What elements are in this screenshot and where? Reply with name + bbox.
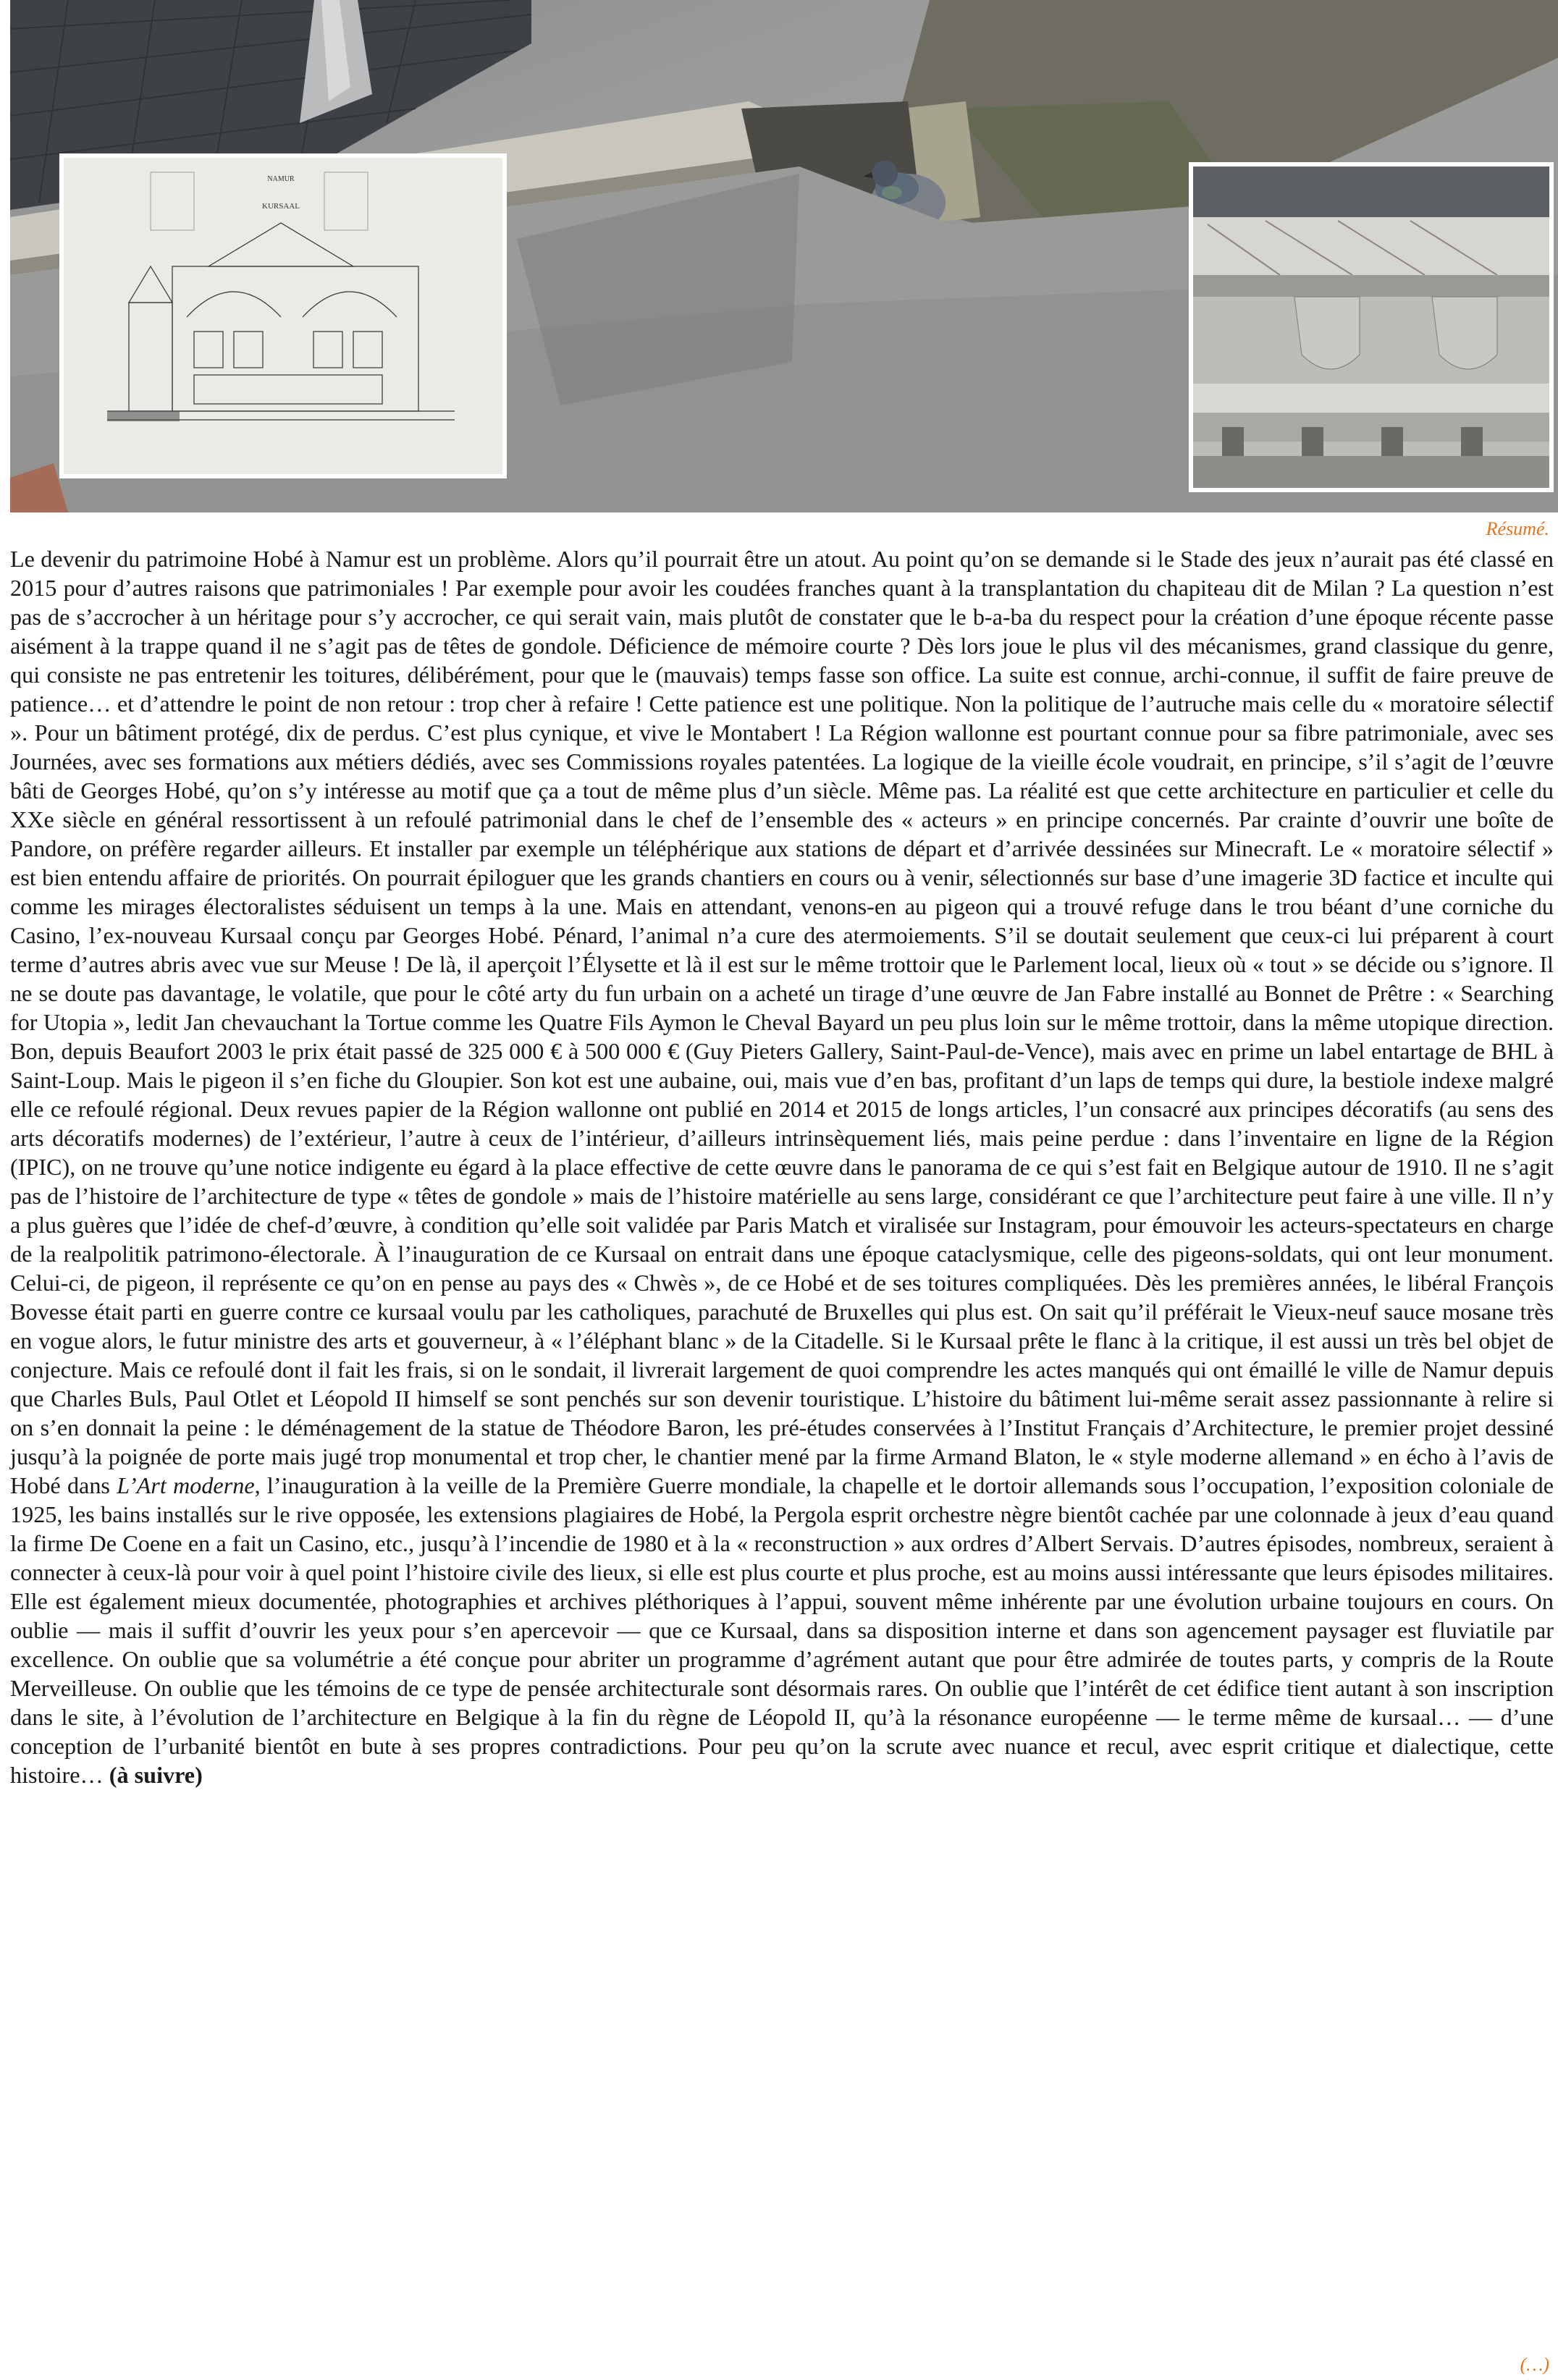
drawing-label: NAMUR [267,175,295,183]
drawing-title: KURSAAL [262,202,300,211]
header-photo [10,0,1558,512]
article-text-part-2: , l’inauguration à la veille de la Première Guerre mondiale, la chapelle et le dortoir allemands sous l’occupation, l’exposition coloniale de 1925, les bains installés sur le rive opposée, les extensions plagiaires de Hobé, la Pergola esprit orchestre nègre bientôt cachée par une colonnade à jeux d’eau quand la firme De Coene en a fait un Casino, etc., jusqu’à l’incendie de 1980 et à la « reconstruction » aux ordres d’Albert Servais. D’autres épisodes, nombreux, seraient à connecter à ceux-là pour voir à quel point l’histoire civile des lieux, si elle est plus courte et plus proche, est au moins aussi intéressante que leurs épisodes militaires. Elle est également mieux documentée, photographies et archives pléthoriques à l’appui, souvent même inhérente par une évolution urbaine toujours en cours. On oublie — mais il suffit d’ouvrir les yeux pour s’en apercevoir — que ce Kursaal, dans sa disposition interne et dans son agencement paysager est fluviatile par excellence. On oublie que sa volumétrie a été conçue pour abriter un programme d’agrément autant que pour être admirée de toutes parts, y compris de la Route Merveilleuse. On oublie que les témoins de ce type de pensée architecturale sont désormais rares. On oublie que l’intérêt de cet édifice tient autant à son inscription dans le site, à l’évolution de l’architecture en Belgique à la fin du règne de Léopold II, qu’à la résonance européenne — le terme même de kursaal… — d’une conception de l’urbanité bientôt en bute à ses propres contradictions. Pour peu qu’on la scrute avec nuance et recul, avec esprit critique et dialectique, cette histoire… [10,1472,1554,1788]
article-body [10,544,1554,1789]
article-text-part-1: Le devenir du patrimoine Hobé à Namur est un problème. Alors qu’il pourrait être un atout. Au point qu’on se demande si le Stade des jeux n’aurait pas été classé en 2015 pour d’autres raisons que patrimoniales ! Par exemple pour avoir les coudées franches quant à la transplantation du chapiteau dit de Milan ? La question n’est pas de s’accrocher à un héritage pour s’y accrocher, ce qui serait vain, mais plutôt de constater que le b-a-ba du respect pour la création d’une époque récente passe aisément à la trappe quand il ne s’agit pas de têtes de gondole. Déficience de mémoire courte ? Dès lors joue le plus vil des mécanismes, grand classique du genre, qui consiste ne pas entretenir les toitures, délibérément, pour que le (mauvais) temps fasse son office. La suite est connue, archi-connue, il suffit de faire preuve de patience… et d’attendre le point de non retour : trop cher à refaire ! Cette patience est une politique. Non la politique de l’autruche mais celle du « moratoire sélectif ». Pour un bâtiment protégé, dix de perdus. C’est plus cynique, et vive le Montabert ! La Région wallonne est pourtant connue pour sa fibre patrimoniale, avec ses Journées, avec ses formations aux métiers dédiés, avec ses Commissions royales patentées. La logique de la vieille école voudrait, en principe, s’il s’agit de l’œuvre bâti de Georges Hobé, qu’on s’y intéresse au motif que ça a tout de même plus d’un siècle. Même pas. La réalité est que cette architecture en particulier et celle du XXe siècle en général ressortissent à un refoulé patrimonial dans le chef de l’ensemble des « acteurs » en principe concernés. Par crainte d’ouvrir une boîte de Pandore, on préfère regarder ailleurs. Et installer par exemple un téléphérique aux stations de départ et d’arrivée dessinées sur Minecraft. Le « moratoire sélectif » est bien entendu affaire de priorités. On pourrait épiloguer que les grands chantiers en cours ou à venir, sélectionnés sur base d’une imagerie 3D factice et inculte qui comme les mirages électoralistes séduisent un temps à la une. Mais en attendant, venons-en au pigeon qui a trouvé refuge dans le trou béant d’une corniche du Casino, l’ex-nouveau Kursaal conçu par Georges Hobé. Pénard, l’animal n’a cure des atermoiements. S’il se doutait seulement que ceux-ci lui préparent à court terme d’autres abris avec vue sur Meuse ! De là, il aperçoit l’Élysette et là il est sur le même trottoir que le Parlement local, lieux où « tout » se décide ou s’ignore. Il ne se doute pas davantage, le volatile, que pour le côté arty du fun urbain on a acheté un tirage d’une œuvre de Jan Fabre installé au Bonnet de Prêtre : « Searching for Utopia », ledit Jan chevauchant la Tortue comme les Quatre Fils Aymon le Cheval Bayard un peu plus loin sur le même trottoir, dans la même utopique direction. Bon, depuis Beaufort 2003 le prix était passé de 325 000 € à 500 000 € (Guy Pieters Gallery, Saint-Paul-de-Vence), mais avec en prime un label entartage de BHL à Saint-Loup. Mais le pigeon il s’en fiche du Gloupier. Son kot est une aubaine, oui, mais vue d’en bas, profitant d’un laps de temps qui dure, la bestiole indexe malgré elle ce refoulé régional. Deux revues papier de la Région wallonne ont publié en 2014 et 2015 de longs articles, l’un consacré aux principes décoratifs (au sens des arts décoratifs modernes) de l’extérieur, l’autre à ceux de l’intérieur, d’ailleurs intrinsèquement liés, mais peine perdue : dans l’inventaire en ligne de la Région (IPIC), on ne trouve qu’une notice indigente eu égard à la place effective de cette œuvre dans le panorama de ce qui s’est fait en Belgique autour de 1910. Il ne s’agit pas de l’histoire de l’architecture de type « têtes de gondole » mais de l’histoire matérielle au sens large, considérant ce que l’architecture peut faire à une ville. Il n’y a plus guères que l’idée de chef-d’œuvre, à condition qu’elle soit validée par Paris Match et viralisée sur Instagram, pour émouvoir les acteurs-spectateurs en charge de la realpolitik patrimono-électorale. À l’inauguration de ce Kursaal on entrait dans une époque cataclysmique, celle des pigeons-soldats, qui ont leur monument. Celui-ci, de pigeon, il représente ce qu’on en pense au pays des « Chwès », de ce Hobé et de ses toitures compliquées. Dès les premières années, le libéral François Bovesse était parti en guerre contre ce kursaal voulu par les catholiques, parachuté de Bruxelles qui plus est. On sait qu’il préférait le Vieux-neuf sauce mosane très en vogue alors, le futur ministre des arts et gouverneur, à « l’éléphant blanc » de la Citadelle. Si le Kursaal prête le flanc à la critique, il est aussi un très bel objet de conjecture. Mais ce refoulé dont il fait les frais, si on le sondait, il livrerait largement de quoi comprendre les actes manqués qui ont émaillé le ville de Namur depuis que Charles Buls, Paul Otlet et Léopold II himself se sont penchés sur son devenir touristique. L’histoire du bâtiment lui-même serait assez passionnante à relire si on s’en donnait la peine : le déménagement de la statue de Théodore Baron, les pré-études conservées à l’Institut Français d’Architecture, le premier projet dessiné jusqu’à la poignée de porte mais jugé trop monumental et trop cher, le chantier mené par la firme Armand Blaton, le « style moderne allemand » en écho à l’avis de Hobé dans [10,546,1554,1498]
journal-title: L’Art moderne [117,1472,255,1498]
to-be-continued: (à suivre) [109,1762,203,1788]
summary-caption: Résumé. [1486,518,1549,539]
architectural-drawing-inset [59,153,507,478]
continuation-mark: (…) [1520,2354,1549,2375]
kursaal-elevation-drawing [64,158,502,474]
cornice-photo-inset [1189,162,1554,492]
cornice-illustration [1193,166,1549,488]
